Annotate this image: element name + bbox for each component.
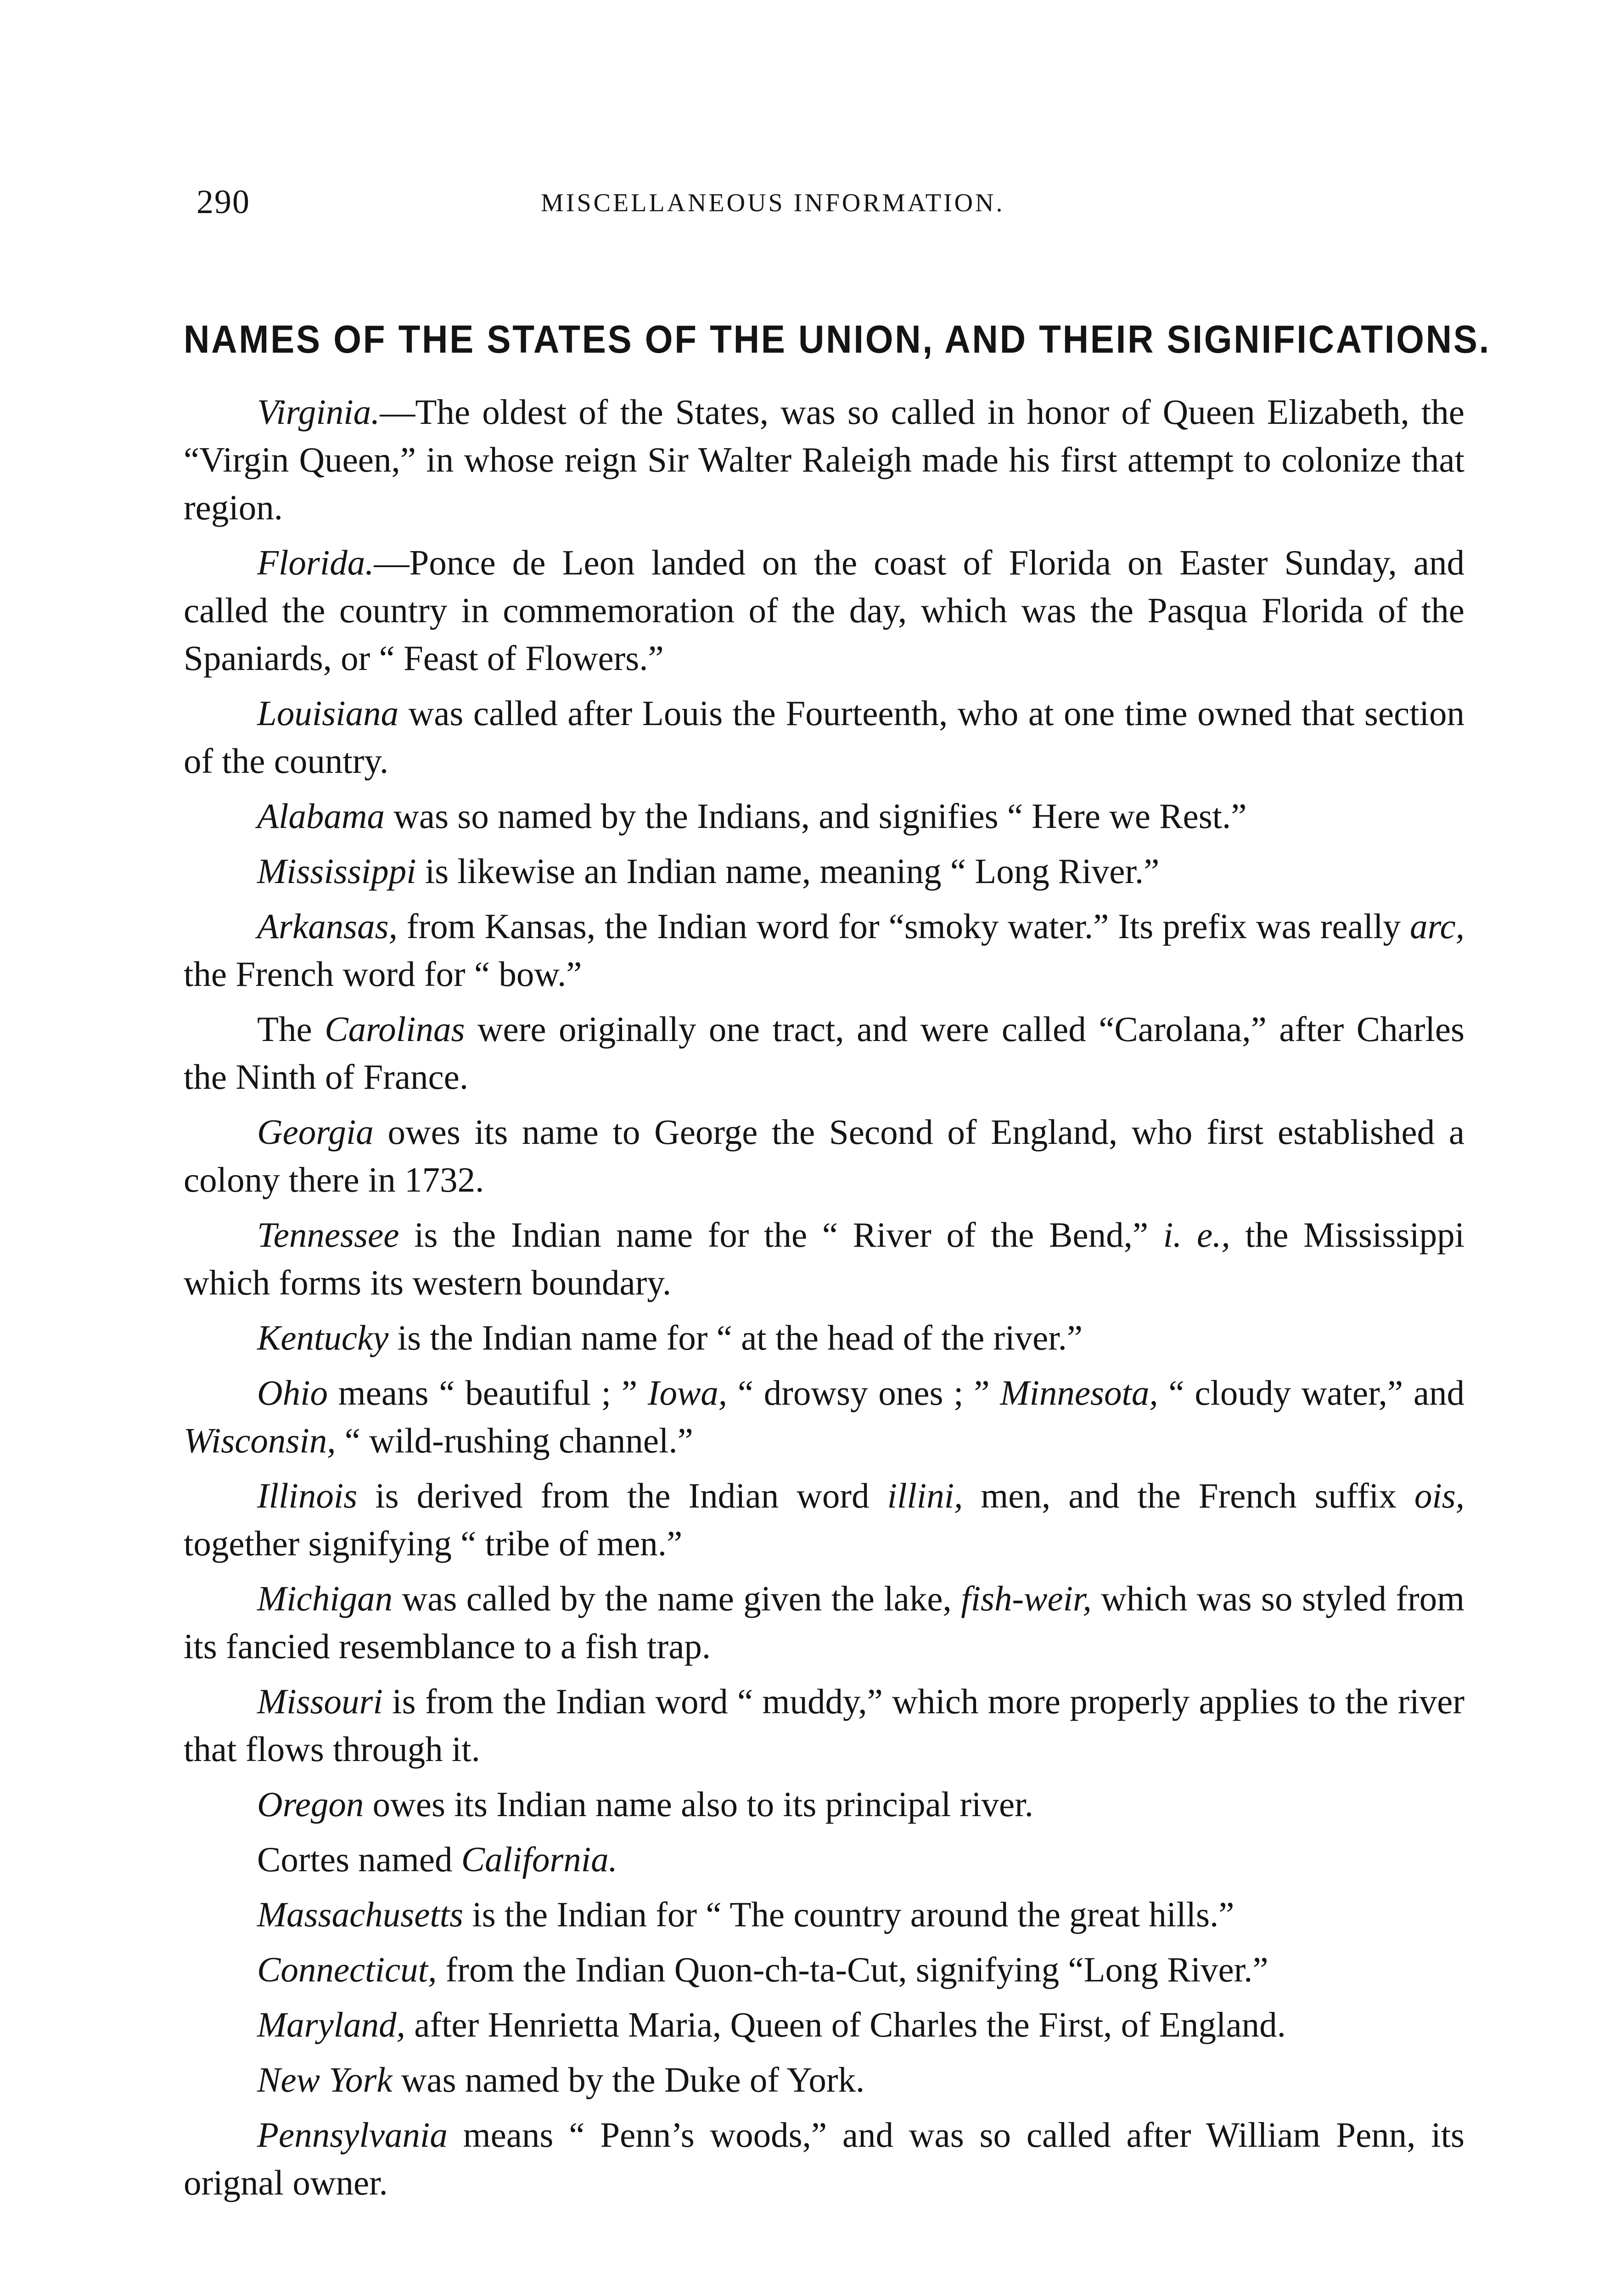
entry-text: is from the Indian word “ muddy,” which more properly applies to the river that flows through it. (184, 1682, 1464, 1769)
state-name: Maryland, (257, 2005, 405, 2044)
entry-mississippi (184, 847, 1464, 895)
entry-text: is the Indian name for the “ River of the Bend,” (399, 1215, 1163, 1255)
italic-word: fish-weir, (961, 1579, 1092, 1618)
entry-text: was called by the name given the lake, (393, 1579, 961, 1618)
state-name: Michigan (257, 1579, 393, 1618)
entry-michigan (184, 1575, 1464, 1670)
entry-carolinas (184, 1005, 1464, 1101)
entry-text: the Mississippi which forms its western boundary. (184, 1215, 1465, 1302)
entry-alabama (184, 792, 1464, 840)
entry-connecticut (184, 1946, 1464, 1993)
state-name: Louisiana (257, 693, 399, 733)
entry-florida (184, 539, 1464, 682)
entry-text: —The oldest of the States, was so called in honor of Queen Elizabeth, the “Virgin Queen,” in whose reign Sir Walter Raleigh made his first attempt to colonize that region. (184, 392, 1464, 527)
state-name: Ohio (257, 1373, 328, 1412)
entry-text: —Ponce de Leon landed on the coast of Florida on Easter Sunday, and called the country in commemoration of the day, which was the Pasqua Florida of the Spaniards, or “ Feast of Flowers.” (184, 543, 1464, 678)
entry-tennessee (184, 1211, 1464, 1306)
entry-text: from the Indian Quon-ch-ta-Cut, signifying “Long River.” (437, 1950, 1268, 1989)
state-name: Massachusetts (257, 1895, 464, 1934)
entry-text: owes its name to George the Second of England, who first established a colony there in 1732. (184, 1112, 1464, 1199)
entry-text: were originally one tract, and were called “Carolana,” after Charles the Ninth of France. (184, 1009, 1464, 1097)
state-name: Carolinas (325, 1009, 465, 1049)
state-name: New York (257, 2060, 393, 2099)
state-name: Alabama (257, 796, 385, 836)
running-head (196, 179, 1431, 225)
page-number: 290 (196, 183, 250, 221)
entry-text: means “ beautiful ; ” (328, 1373, 648, 1412)
italic-word: Wisconsin, (184, 1421, 336, 1460)
entry-maryland (184, 2001, 1464, 2048)
italic-word: Iowa, (647, 1373, 728, 1412)
state-name: Missouri (257, 1682, 383, 1721)
entry-text: after Henrietta Maria, Queen of Charles the First, of England. (405, 2005, 1286, 2044)
entry-text: “ cloudy water,” and (1158, 1373, 1465, 1412)
entry-text: was so named by the Indians, and signifies “ Here we Rest.” (385, 796, 1247, 836)
entry-louisiana (184, 689, 1464, 785)
state-name: Florida. (257, 543, 374, 582)
state-name: Kentucky (257, 1318, 389, 1357)
italic-word: Minnesota, (1000, 1373, 1158, 1412)
entry-text: from Kansas, the Indian word for “smoky water.” Its prefix was really (397, 906, 1410, 946)
entry-text: means “ Penn’s woods,” and was so called after William Penn, its orignal owner. (184, 2115, 1464, 2202)
entry-text: is likewise an Indian name, meaning “ Long River.” (416, 851, 1160, 891)
entry-text: the French word for “ bow.” (184, 954, 582, 994)
entry-text: together signifying “ tribe of men.” (184, 1524, 683, 1563)
article-body (184, 388, 1464, 2214)
entry-text: owes its Indian name also to its principal river. (364, 1784, 1033, 1824)
italic-word: illini, (887, 1476, 963, 1515)
entry-massachusetts (184, 1891, 1464, 1938)
italic-word: i. e., (1163, 1215, 1230, 1255)
entry-georgia (184, 1108, 1464, 1204)
entry-arkansas (184, 902, 1464, 998)
entry-ohio (184, 1369, 1464, 1464)
entry-text: is derived from the Indian word (357, 1476, 887, 1515)
state-name: Connecticut, (257, 1950, 437, 1989)
entry-california (184, 1835, 1464, 1883)
entry-missouri (184, 1677, 1464, 1773)
italic-word: ois, (1414, 1476, 1464, 1515)
entry-oregon (184, 1780, 1464, 1828)
state-name: Mississippi (257, 851, 416, 891)
state-name: Virginia. (257, 392, 380, 432)
entry-text: is the Indian for “ The country around the great hills.” (463, 1895, 1234, 1934)
entry-text: “ wild-rushing channel.” (336, 1421, 693, 1460)
entry-text: which was so styled from its fancied resemblance to a fish trap. (184, 1579, 1464, 1666)
entry-text: men, and the French suffix (963, 1476, 1414, 1515)
state-name: Tennessee (257, 1215, 399, 1255)
state-name: Georgia (257, 1112, 374, 1152)
italic-word: arc, (1409, 906, 1464, 946)
entry-lead: The (257, 1009, 325, 1049)
entry-text: was named by the Duke of York. (392, 2060, 865, 2099)
state-name: California. (461, 1840, 617, 1879)
state-name: Illinois (257, 1476, 358, 1515)
entry-text: was called after Louis the Fourteenth, who at one time owned that section of the country. (184, 693, 1464, 781)
entry-illinois (184, 1472, 1464, 1567)
running-title: MISCELLANEOUS INFORMATION. (541, 189, 1005, 217)
entry-text: is the Indian name for “ at the head of the river.” (388, 1318, 1083, 1357)
entry-text: “ drowsy ones ; ” (727, 1373, 1000, 1412)
entry-pennsylvania (184, 2111, 1464, 2206)
state-name: Arkansas, (257, 906, 398, 946)
entry-virginia (184, 388, 1464, 531)
entry-new-york (184, 2056, 1464, 2104)
state-name: Pennsylvania (257, 2115, 448, 2155)
entry-kentucky (184, 1314, 1464, 1362)
state-name: Oregon (257, 1784, 364, 1824)
page-title: NAMES OF THE STATES OF THE UNION, AND THEIR SIGNIFICATIONS. (184, 318, 1491, 361)
entry-lead: Cortes named (257, 1840, 461, 1879)
